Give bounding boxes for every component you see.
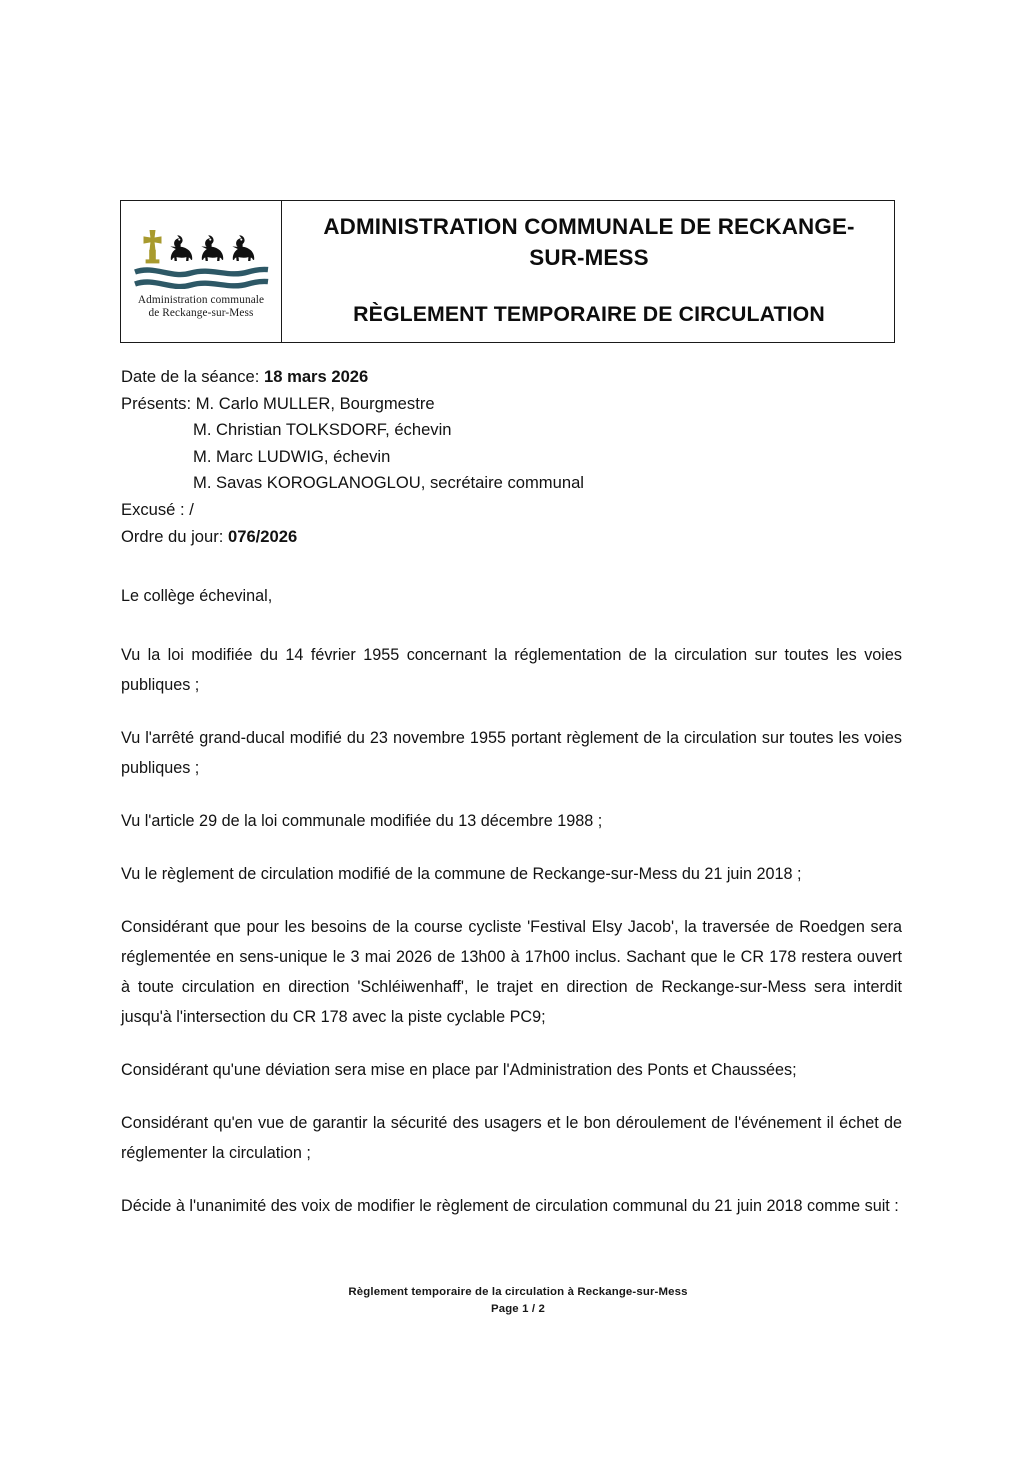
logo-cell [121,201,282,342]
body-paragraph-7: Considérant qu'en vue de garantir la sécurité des usagers et le bon déroulement de l'événement il échet de réglementer la circulation ; [121,1114,902,1162]
reckange-sur-mess-coat-of-arms-icon [133,227,270,289]
attendees-row-1: M. Christian TOLKSDORF, échevin [193,420,452,440]
meeting-date-value: 18 mars 2026 [264,367,369,386]
document-header-box [120,200,895,343]
attendees-row-3: M. Savas KOROGLANOGLOU, secrétaire communal [193,473,584,493]
meeting-date-row [121,364,901,391]
document-body [121,581,902,1221]
attendee-name-0: M. Carlo MULLER, Bourgmestre [195,393,435,413]
title-cell [282,201,894,342]
meeting-date-label: Date de la séance: [121,367,260,386]
agenda-value: 076/2026 [228,526,298,546]
body-paragraph-3: Vu l'article 29 de la loi communale modifiée du 13 décembre 1988 ; [121,812,603,830]
excused-row: Excusé : / [121,499,194,519]
body-paragraph-2: Vu l'arrêté grand-ducal modifié du 23 novembre 1955 portant règlement de la circulation sur toutes les voies publiques ; [121,729,902,777]
logo-caption-line2: de Reckange-sur-Mess [148,307,254,319]
attendees-label: Présents: [121,393,192,413]
agenda-row [121,524,901,551]
body-paragraph-6: Considérant qu'une déviation sera mise en place par l'Administration des Ponts et Chaussées; [121,1061,797,1079]
logo-caption-line1: Administration communale [137,293,265,306]
page-title-line2: SUR-MESS [529,245,649,270]
body-paragraph-8: Décide à l'unanimité des voix de modifier le règlement de circulation communal du 21 juin 2018 comme suit : [121,1197,899,1215]
body-paragraph-5: Considérant que pour les besoins de la course cycliste 'Festival Elsy Jacob', la traversée de Roedgen sera réglementée en sens-unique le 3 mai 2026 de 13h00 à 17h00 inclus. Sachant que le CR 178 restera ouvert à toute circulation en direction 'Schléiwenhaff', le trajet en direction de Reckange-sur-Mess sera interdit jusqu'à l'intersection du CR 178 avec la piste cyclable PC9; [121,918,902,1026]
attendees-row-2: M. Marc LUDWIG, échevin [193,446,391,466]
meeting-details [121,364,901,550]
attendees-row-0 [121,391,901,418]
page-title-line1: ADMINISTRATION COMMUNALE DE RECKANGE- [323,214,855,239]
agenda-label: Ordre du jour: [121,526,224,546]
body-paragraph-1: Vu la loi modifiée du 14 février 1955 concernant la réglementation de la circulation sur toutes les voies publiques ; [121,646,902,694]
body-paragraph-4: Vu le règlement de circulation modifié de la commune de Reckange-sur-Mess du 21 juin 2018 ; [121,865,802,883]
page-title [296,211,882,273]
footer-title: Règlement temporaire de la circulation à Reckange-sur-Mess [348,1286,688,1298]
page-footer [0,1284,1036,1318]
body-lead: Le collège échevinal, [121,587,273,605]
footer-page-number: Page 1 / 2 [490,1303,546,1315]
page-subtitle: RÈGLEMENT TEMPORAIRE DE CIRCULATION [353,302,825,326]
logo-caption [138,294,264,321]
